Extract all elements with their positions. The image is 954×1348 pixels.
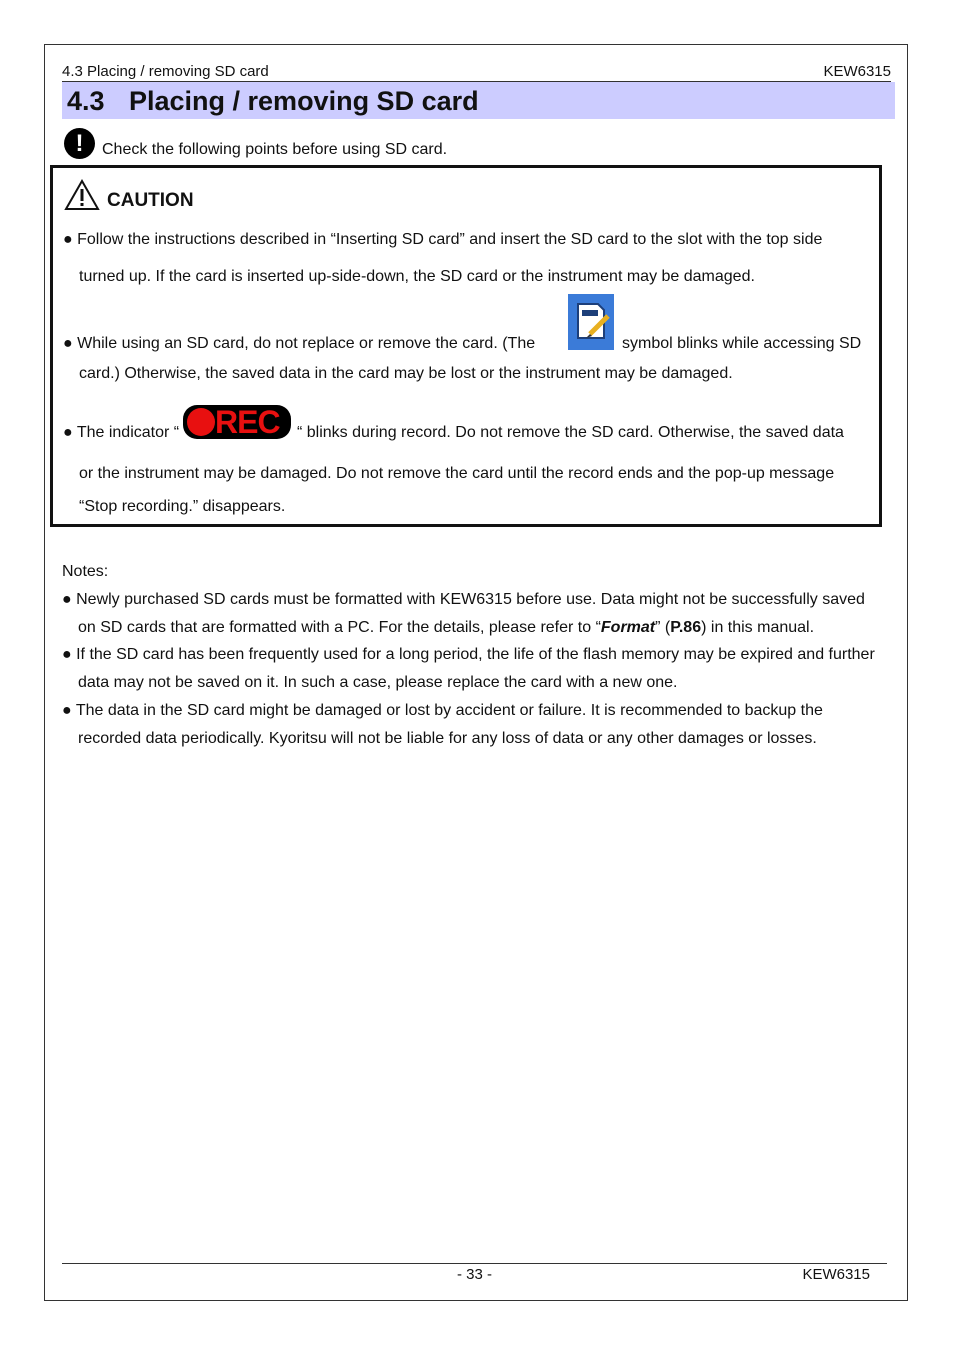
- notes-heading: Notes:: [62, 563, 109, 580]
- note-1-text-b: ” (: [655, 619, 671, 636]
- caution-bullet-3-line-1b: “ blinks during record. Do not remove the SD card. Otherwise, the saved data: [297, 424, 844, 441]
- warning-triangle-icon: [64, 179, 100, 211]
- caution-bullet-1-line-2: turned up. If the card is inserted up-side-down, the SD card or the instrument may be damaged.: [79, 268, 755, 285]
- caution-bullet-3-line-2: or the instrument may be damaged. Do not remove the card until the record ends and the pop-up message: [79, 465, 835, 482]
- rec-indicator-icon: [183, 405, 291, 439]
- page-number: - 33 -: [457, 1266, 493, 1283]
- caution-bullet-3-line-1a: ● The indicator “: [63, 424, 180, 441]
- section-number: 4.3: [67, 86, 105, 116]
- running-header: [62, 63, 891, 82]
- format-reference: Format: [600, 619, 656, 636]
- intro-text: Check the following points before using SD card.: [102, 141, 448, 158]
- note-1-line-1: ● Newly purchased SD cards must be formatted with KEW6315 before use. Data might not be successfully saved: [62, 591, 865, 608]
- note-1-line-2: [78, 619, 814, 637]
- sd-card-access-icon: [568, 294, 614, 350]
- exclamation-circle-icon: !: [64, 128, 95, 159]
- footer-model: KEW6315: [802, 1266, 870, 1283]
- page-reference: P.86: [670, 619, 702, 636]
- section-title: Placing / removing SD card: [129, 86, 479, 116]
- header-section-ref: 4.3 Placing / removing SD card: [62, 63, 269, 80]
- rec-dot: [187, 408, 215, 436]
- section-title-bar: [62, 82, 895, 119]
- rec-label: REC: [215, 404, 280, 440]
- caution-bullet-2-line-2: card.) Otherwise, the saved data in the card may be lost or the instrument may be damaged.: [79, 365, 733, 382]
- note-2-line-1: ● If the SD card has been frequently used for a long period, the life of the flash memory may be expired and further: [62, 646, 875, 663]
- caution-bullet-2-line-1b: symbol blinks while accessing SD: [622, 335, 862, 352]
- header-model: KEW6315: [823, 63, 891, 80]
- note-3-line-1: ● The data in the SD card might be damaged or lost by accident or failure. It is recommended to backup the: [62, 702, 823, 719]
- note-2-line-2: data may not be saved on it. In such a case, please replace the card with a new one.: [78, 674, 678, 691]
- caution-box: [50, 165, 882, 527]
- caution-bullet-2-line-1a: ● While using an SD card, do not replace or remove the card. (The: [63, 335, 536, 352]
- caution-bullet-1-line-1: ● Follow the instructions described in “Inserting SD card” and insert the SD card to the slot with the top side: [63, 231, 823, 248]
- caution-title: CAUTION: [107, 190, 194, 211]
- running-footer: [62, 1263, 887, 1284]
- note-1-text-a: on SD cards that are formatted with a PC. For the details, please refer to “: [78, 619, 601, 636]
- note-3-line-2: recorded data periodically. Kyoritsu will not be liable for any loss of data or any other damages or losses.: [78, 730, 817, 747]
- note-1-text-c: ) in this manual.: [701, 619, 815, 636]
- caution-bullet-3-line-3: “Stop recording.” disappears.: [79, 498, 286, 515]
